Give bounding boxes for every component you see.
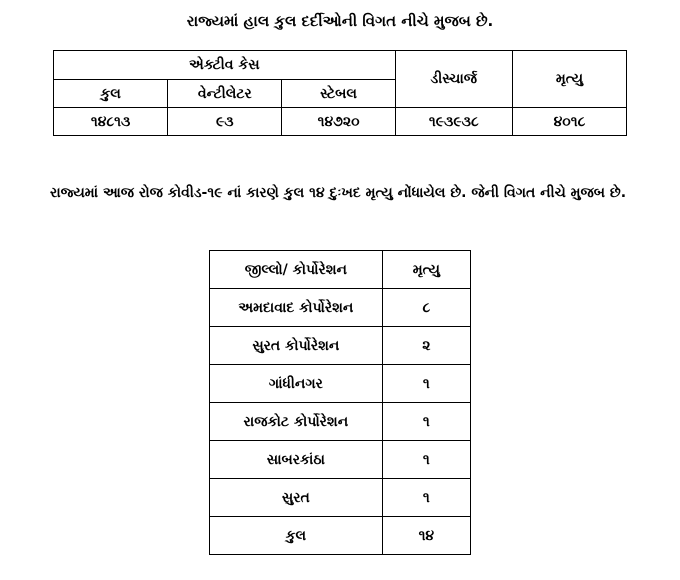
table-row <box>54 108 627 136</box>
table-row <box>210 289 471 327</box>
stable-header: સ્ટેબલ <box>282 80 395 108</box>
total-deaths: ૧૪ <box>382 517 470 555</box>
deaths-value: ૪૦૧૮ <box>512 108 626 136</box>
district-deaths: ૧ <box>382 403 470 441</box>
district-deaths: ૨ <box>382 327 470 365</box>
deaths-header: મૃત્યુ <box>512 51 626 108</box>
table-row <box>54 51 627 80</box>
district-name: સુરત <box>210 479 383 517</box>
deaths-column-header: મૃત્યુ <box>382 251 470 289</box>
page-heading: રાજ્યમાં હાલ કુલ દર્દીઓની વિગત નીચે મુજબ છે. <box>186 12 494 30</box>
total-header: કુલ <box>54 80 168 108</box>
stable-value: ૧૪૭૨૦ <box>282 108 395 136</box>
district-deaths: ૮ <box>382 289 470 327</box>
district-header: જીલ્લો/ કોર્પોરેશન <box>210 251 383 289</box>
table-total-row <box>210 517 471 555</box>
table-row <box>210 365 471 403</box>
ventilator-header: વેન્ટીલેટર <box>168 80 282 108</box>
district-name: સાબરકાંઠા <box>210 441 383 479</box>
district-deaths: ૧ <box>382 441 470 479</box>
district-name: સુરત કોર્પોરેશન <box>210 327 383 365</box>
total-label: કુલ <box>210 517 383 555</box>
discharge-value: ૧૯૩૯૩૮ <box>395 108 512 136</box>
district-deaths-table <box>209 250 471 555</box>
district-deaths: ૧ <box>382 479 470 517</box>
discharge-header: ડીસ્ચાર્જ <box>395 51 512 108</box>
district-name: ગાંધીનગર <box>210 365 383 403</box>
deaths-paragraph: રાજ્યમાં આજ રોજ કોવીડ-૧૯ નાં કારણે કુલ ૧૪ દુઃખદ મૃત્યુ નોંધાયેલ છે. જેની વિગત નીચે મુજબ છે. <box>50 185 627 201</box>
table-row <box>210 327 471 365</box>
total-value: ૧૪૮૧૩ <box>54 108 168 136</box>
summary-table <box>53 50 627 136</box>
district-deaths: ૧ <box>382 365 470 403</box>
table-header-row <box>210 251 471 289</box>
ventilator-value: ૯૩ <box>168 108 282 136</box>
district-name: અમદાવાદ કોર્પોરેશન <box>210 289 383 327</box>
table-row <box>210 441 471 479</box>
district-name: રાજકોટ કોર્પોરેશન <box>210 403 383 441</box>
table-row <box>210 479 471 517</box>
active-cases-header: એક્ટીવ કેસ <box>54 51 396 80</box>
table-row <box>210 403 471 441</box>
